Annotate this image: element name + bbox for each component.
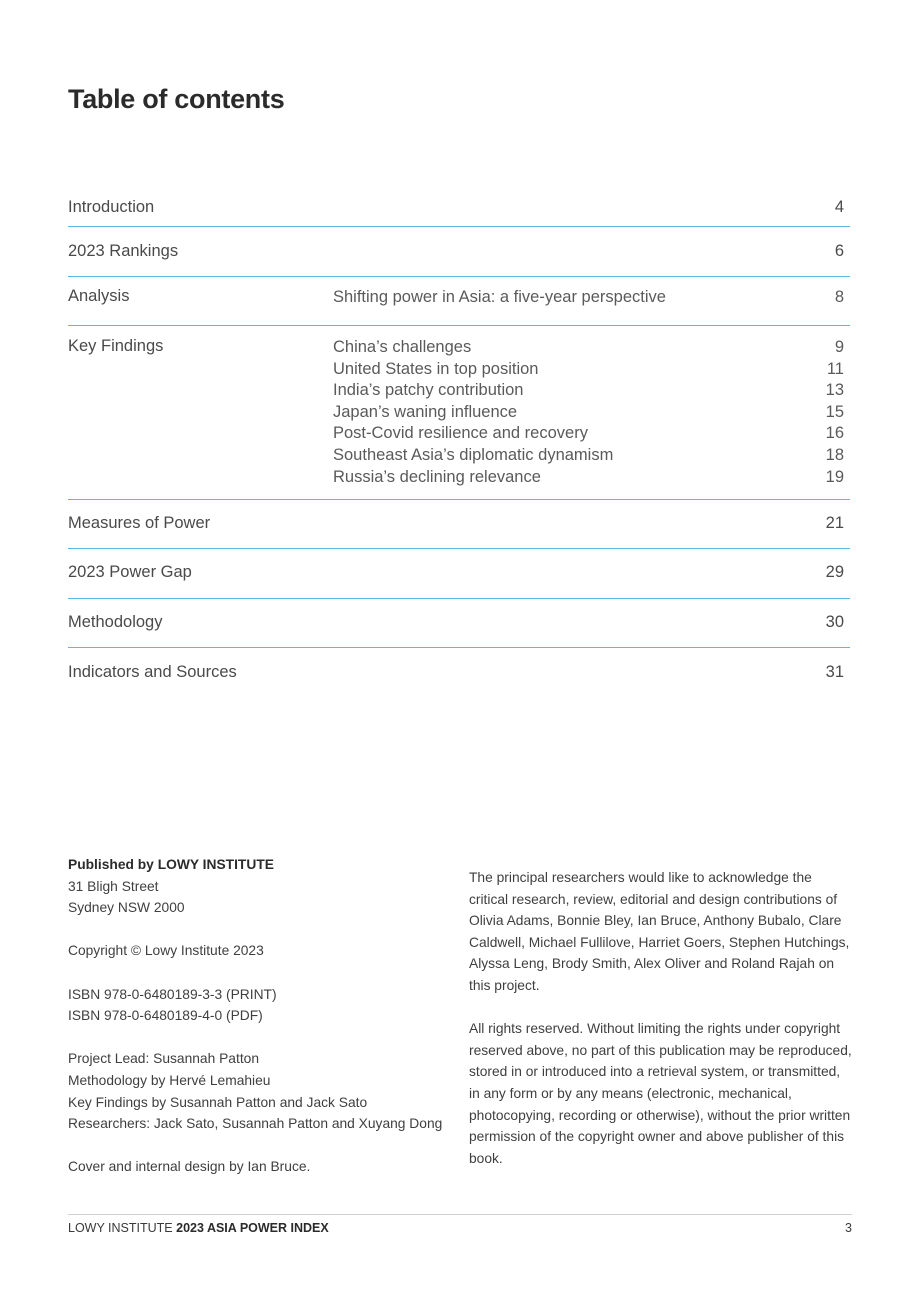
toc-entry-page: 11 [826, 359, 844, 378]
toc-entry-page: 13 [825, 381, 844, 400]
copyright: Copyright © Lowy Institute 2023 [68, 943, 264, 959]
toc-section-label: Introduction [68, 198, 155, 216]
isbn-print: ISBN 978-0-6480189-3-3 (PRINT) [68, 986, 277, 1002]
toc-entry-title: Southeast Asia’s diplomatic dynamism [333, 445, 614, 464]
toc-entry-page: 19 [825, 467, 844, 486]
rights-paragraph: All rights reserved. Without limiting the rights under copyright reserved above, no part of this publication may be reproduced, stored in or introduced into a retrieval system, or transmitted, in any form or by any means (electronic, mechanical, photocopying, recording or otherwise), without the prior written permission of the copyright owner and above publisher of this book. [469, 1021, 852, 1166]
toc-entry[interactable] [333, 423, 844, 445]
toc-row-power-gap[interactable] [68, 549, 850, 599]
footer-divider [68, 1214, 852, 1215]
methodology-credit: Methodology by Hervé Lemahieu [68, 1072, 271, 1088]
toc-row-indicators-and-sources[interactable] [68, 648, 850, 698]
toc-page-number: 31 [825, 663, 844, 681]
publisher: Published by LOWY INSTITUTE [68, 857, 274, 872]
acknowledgement-paragraph: The principal researchers would like to acknowledge the critical research, review, editorial and design contributions of Olivia Adams, Bonnie Bley, Ian Bruce, Anthony Bubalo, Clare Caldwell, Michael Fullilove, Harriet Goers, Stephen Hutchings, Alyssa Leng, Brody Smith, Alex Oliver and Roland Rajah on this project. [469, 870, 850, 993]
toc-entry[interactable] [333, 287, 844, 309]
toc-entry-title: United States in top position [333, 359, 539, 378]
researchers-credit: Researchers: Jack Sato, Susannah Patton and Xuyang Dong [68, 1116, 443, 1132]
toc-row-methodology[interactable] [68, 599, 850, 648]
toc-row-introduction[interactable] [68, 190, 850, 227]
toc-entry-page: 8 [834, 288, 844, 306]
toc-entry-title: Japan’s waning influence [333, 402, 518, 421]
toc-entry[interactable] [333, 359, 844, 381]
toc-entry-title: China’s challenges [333, 338, 472, 356]
address-city: Sydney NSW 2000 [68, 900, 185, 916]
toc-section-label: Key Findings [68, 337, 164, 355]
footer-org: LOWY INSTITUTE [68, 1221, 177, 1235]
project-lead: Project Lead: Susannah Patton [68, 1051, 259, 1067]
toc-row-key-findings [68, 326, 850, 500]
publication-details [68, 854, 458, 1178]
key-findings-credit: Key Findings by Susannah Patton and Jack Sato [68, 1094, 368, 1110]
toc-entry-page: 15 [825, 402, 844, 421]
toc-entry-title: Post-Covid resilience and recovery [333, 424, 588, 443]
toc-page-number: 29 [825, 563, 844, 581]
toc-row-analysis[interactable] [68, 277, 850, 326]
table-of-contents [68, 190, 850, 698]
toc-entry-page: 18 [825, 445, 844, 464]
toc-entry[interactable] [333, 380, 844, 402]
toc-section-label: Methodology [68, 613, 163, 631]
running-footer [68, 1221, 329, 1235]
toc-row-rankings[interactable] [68, 227, 850, 277]
design-credit: Cover and internal design by Ian Bruce. [68, 1159, 311, 1175]
toc-entry[interactable] [333, 445, 844, 467]
isbn-pdf: ISBN 978-0-6480189-4-0 (PDF) [68, 1008, 263, 1024]
toc-page-number: 6 [834, 242, 844, 260]
toc-entry-title: India’s patchy contribution [333, 381, 524, 400]
toc-section-label: 2023 Rankings [68, 242, 179, 260]
toc-entry[interactable] [333, 337, 844, 359]
acknowledgements [469, 867, 854, 1191]
toc-entry-page: 16 [825, 424, 844, 443]
toc-page-number: 21 [825, 514, 844, 532]
toc-section-label: Measures of Power [68, 514, 211, 532]
toc-section-label: Indicators and Sources [68, 663, 237, 681]
toc-section-label: 2023 Power Gap [68, 563, 192, 581]
toc-entry[interactable] [333, 467, 844, 489]
toc-entry-page: 9 [834, 338, 844, 356]
address-street: 31 Bligh Street [68, 878, 159, 894]
toc-section-label: Analysis [68, 287, 130, 305]
toc-row-measures-of-power[interactable] [68, 500, 850, 549]
page-number: 3 [845, 1221, 852, 1235]
toc-page-number: 4 [834, 198, 844, 216]
page-title: Table of contents [68, 84, 285, 114]
toc-page-number: 30 [825, 613, 844, 631]
toc-entry-title: Russia’s declining relevance [333, 467, 541, 486]
toc-entry[interactable] [333, 402, 844, 424]
footer-report-title: 2023 ASIA POWER INDEX [176, 1221, 329, 1235]
toc-entry-title: Shifting power in Asia: a five-year perspective [333, 288, 666, 306]
